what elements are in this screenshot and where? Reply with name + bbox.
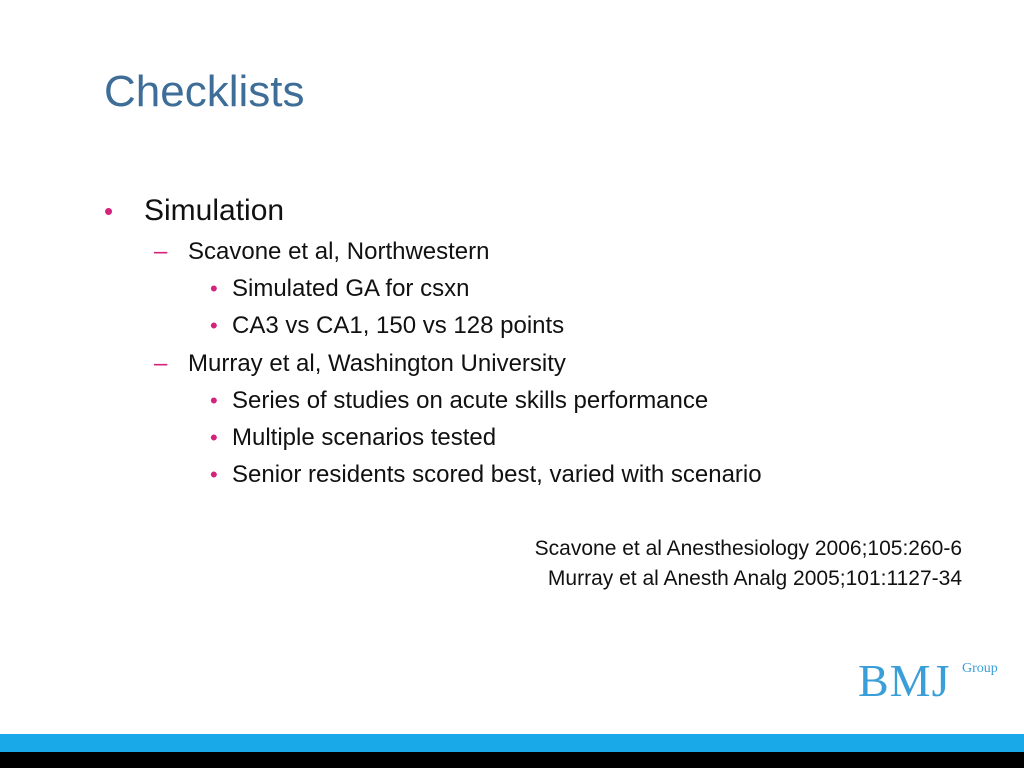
bullet-level-3 xyxy=(104,383,964,418)
logo-wordmark: BMJ xyxy=(858,655,951,706)
bullet-level-3 xyxy=(104,308,964,343)
bullet-icon: • xyxy=(210,388,218,413)
bullet-level-3 xyxy=(104,457,964,492)
bullet-level-3 xyxy=(104,420,964,455)
bullet-text: Multiple scenarios tested xyxy=(232,424,497,451)
bullet-icon: • xyxy=(210,462,218,487)
bullet-level-1 xyxy=(104,192,964,230)
footer-stripe-black xyxy=(0,752,1024,768)
bullet-text: Simulated GA for csxn xyxy=(232,275,470,302)
slide-title: Checklists xyxy=(104,67,305,116)
bullet-text: CA3 vs CA1, 150 vs 128 points xyxy=(232,312,565,339)
dash-icon: – xyxy=(154,350,168,377)
bullet-icon: • xyxy=(210,313,218,338)
bullet-text: Senior residents scored best, varied with scenario xyxy=(232,461,762,488)
bullet-text: Murray et al, Washington University xyxy=(188,350,566,377)
bullet-text: Simulation xyxy=(144,194,285,227)
bullet-level-2 xyxy=(104,346,964,381)
bullet-text: Scavone et al, Northwestern xyxy=(188,238,490,265)
bullet-level-3 xyxy=(104,271,964,306)
dash-icon: – xyxy=(154,238,168,265)
logo-suffix: Group xyxy=(962,661,998,676)
bullet-icon: • xyxy=(210,276,218,301)
bullet-icon: • xyxy=(210,425,218,450)
reference-line: Murray et al Anesth Analg 2005;101:1127-34 xyxy=(547,567,962,590)
reference-line: Scavone et al Anesthesiology 2006;105:260-6 xyxy=(534,537,962,560)
bmj-group-logo xyxy=(858,652,998,712)
bullet-level-2 xyxy=(104,234,964,269)
references xyxy=(535,534,962,594)
bullet-icon: • xyxy=(104,196,114,226)
slide-body xyxy=(104,192,964,492)
footer-stripe-blue xyxy=(0,734,1024,752)
bullet-text: Series of studies on acute skills performance xyxy=(232,387,709,414)
